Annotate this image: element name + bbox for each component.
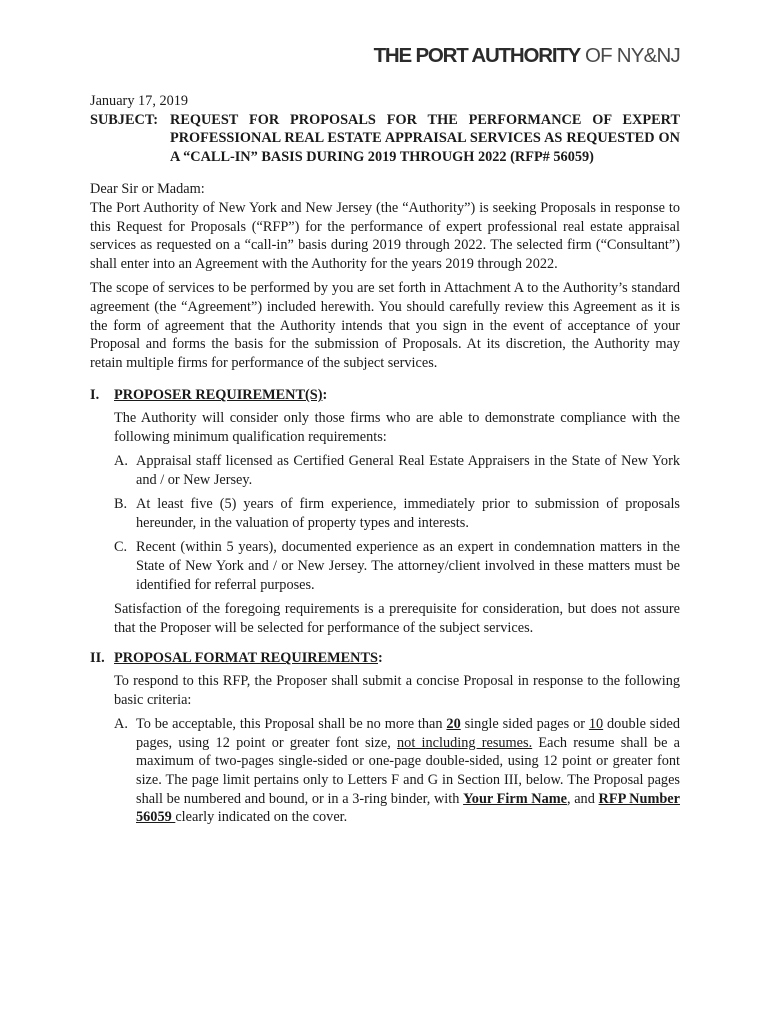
format-text-part: double sided pages, using 12 point or greater font size, — [136, 716, 680, 751]
requirement-text: Recent (within 5 years), documented experience as an expert in condemnation matters in the State of New York and / or New Jersey. The attorney/client involved in these matters must be identified for referral purposes. — [136, 539, 680, 593]
salutation: Dear Sir or Madam: — [90, 181, 205, 198]
section-2-body — [114, 672, 680, 827]
page-limit-single: 20 — [446, 716, 461, 733]
format-text-part: To be acceptable, this Proposal shall be no more than — [136, 716, 447, 733]
format-text-part: clearly indicated on the cover. — [175, 809, 348, 826]
section-1-body — [114, 409, 680, 638]
section-2-number: II. — [90, 650, 105, 667]
section-1-intro: The Authority will consider only those firms who are able to demonstrate compliance with the following minimum qualification requirements: — [114, 409, 680, 445]
rfp-number-label: RFP Number 56059 — [136, 790, 680, 826]
requirement-item — [114, 495, 680, 532]
logo-light-text: OF NY&NJ — [580, 44, 680, 67]
page-limit-double: 10 — [588, 716, 604, 733]
resume-exclusion: not including resumes. — [397, 734, 533, 751]
format-text-part: single sided pages or — [460, 716, 589, 733]
requirement-item — [114, 452, 680, 489]
intro-paragraph: The Port Authority of New York and New Jersey (the “Authority”) is seeking Proposals in response to this Request for Proposals (“RFP”) for the performance of expert professional real estate appraisal services as requested on a “call-in” basis during 2019 through 2022. The selected firm (“Consultant”) shall enter into an Agreement with the Authority for the years 2019 through 2022. — [90, 199, 680, 272]
format-item — [114, 715, 680, 827]
logo-bold-text: THE PORT AUTHORITY — [373, 44, 581, 67]
requirement-text: Appraisal staff licensed as Certified General Real Estate Appraisers in the State of New York and / or New Jersey. — [136, 453, 680, 488]
section-1-number: I. — [90, 387, 100, 404]
subject-text: REQUEST FOR PROPOSALS FOR THE PERFORMANCE OF EXPERT PROFESSIONAL REAL ESTATE APPRAISAL SERVICES AS REQUESTED ON A “CALL-IN” BASIS DURING 2019 THROUGH 2022 (RFP# 56059) — [170, 111, 680, 165]
requirement-item — [114, 538, 680, 594]
scope-paragraph: The scope of services to be performed by you are set forth in Attachment A to the Authority’s standard agreement (the “Agreement”) included herewith. You should carefully review this Agreement as it is the form of agreement that the Authority intends that you sign in the event of acceptance of your Proposal and forms the basis for the submission of Proposals. At its discretion, the Authority may retain multiple firms for performance of the subject services. — [90, 280, 680, 371]
requirement-marker: A. — [114, 453, 128, 470]
section-2-heading — [90, 649, 680, 668]
port-authority-logo — [374, 44, 680, 68]
firm-name-label: Your Firm Name — [463, 790, 567, 807]
requirement-marker: B. — [114, 496, 128, 513]
section-2-intro: To respond to this RFP, the Proposer shall submit a concise Proposal in response to the following basic criteria: — [114, 673, 680, 708]
section-1-heading — [90, 386, 680, 405]
requirement-text: At least five (5) years of firm experience, immediately prior to submission of proposals hereunder, in the valuation of property types and interests. — [136, 496, 680, 531]
letter-date: January 17, 2019 — [90, 93, 189, 109]
letter-body — [90, 92, 680, 833]
format-marker: A. — [114, 716, 128, 733]
format-text-part: , and — [566, 790, 599, 807]
format-text-part: Each resume shall be a maximum of two-pages single-sided or one-page double-sided, using 12 point or greater font size. The page limit pertains only to Letters F and G in Section III, below. The Proposal pages shall be numbered and bound, or in a 3-ring binder, with — [136, 734, 680, 807]
subject-line — [90, 111, 680, 167]
section-1-colon: : — [322, 387, 328, 404]
subject-label: SUBJECT: — [90, 111, 159, 128]
section-2-title: PROPOSAL FORMAT REQUIREMENTS — [114, 650, 378, 667]
requirement-marker: C. — [114, 539, 128, 556]
section-2-colon: : — [378, 650, 383, 667]
section-1-title: PROPOSER REQUIREMENT(S) — [114, 387, 323, 404]
format-text — [136, 715, 680, 827]
section-1-closing: Satisfaction of the foregoing requirements is a prerequisite for consideration, but does not assure that the Proposer will be selected for performance of the subject services. — [114, 601, 680, 636]
